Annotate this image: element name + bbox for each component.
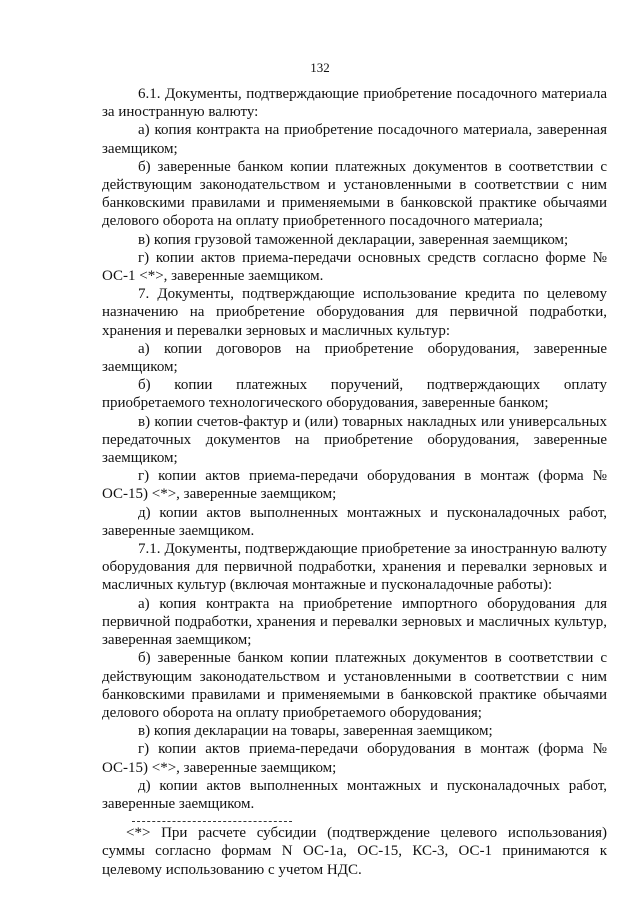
paragraph-7-b: б) копии платежных поручений, подтверждающих оплату приобретаемого технологического оборудования, заверенные банком; xyxy=(102,377,607,412)
paragraph-7-1-b: б) заверенные банком копии платежных документов в соответствии с действующим законодательством и установленными в соответствии с ним банковскими правилами и применяемыми в банковской практике обычаями делового оборота на оплату приобретаемого оборудования; xyxy=(102,650,607,721)
document-body xyxy=(102,85,607,879)
paragraph-7-1-v: в) копия декларации на товары, заверенная заемщиком; xyxy=(138,723,493,740)
paragraph-7-a: а) копии договоров на приобретение оборудования, заверенные заемщиком; xyxy=(102,340,607,376)
footnote-text: <*> При расчете субсидии (подтверждение целевого использования) суммы согласно формам N ОС-1а, ОС-15, КС-3, ОС-1 принимаются к целевому использованию с учетом НДС. xyxy=(102,825,607,878)
paragraph-7-1-d: д) копии актов выполненных монтажных и пусконаладочных работ, заверенные заемщиком. xyxy=(102,777,607,812)
page-number: 132 xyxy=(310,60,330,75)
paragraph-6-1-b: б) заверенные банком копии платежных документов в соответствии с действующим законодательством и установленными в соответствии с ним банковскими правилами и применяемыми в банковской практике обычаями делового оборота на оплату приобретенного посадочного материала; xyxy=(102,158,607,230)
footnote-separator xyxy=(132,821,292,822)
paragraph-7-g: г) копии актов приема-передачи оборудования в монтаж (форма № ОС-15) <*>, заверенные заемщиком; xyxy=(102,468,607,503)
paragraph-7-d: д) копии актов выполненных монтажных и пусконаладочных работ, заверенные заемщиком. xyxy=(102,504,607,539)
paragraph-6-1-g: г) копии актов приема-передачи основных средств согласно форме № ОС-1 <*>, заверенные заемщиком. xyxy=(102,249,607,285)
paragraph-6-1-a: а) копия контракта на приобретение посадочного материала, заверенная заемщиком; xyxy=(102,122,607,157)
paragraph-6-1-heading: 6.1. Документы, подтверждающие приобретение посадочного материала за иностранную валюту: xyxy=(102,86,607,121)
paragraph-7-1-g: г) копии актов приема-передачи оборудования в монтаж (форма № ОС-15) <*>, заверенные заемщиком; xyxy=(102,741,607,776)
paragraph-7-1-heading: 7.1. Документы, подтверждающие приобретение за иностранную валюту оборудования для первичной подработки, хранения и перевалки зерновых и масличных культур (включая монтажные и пусконаладочные работы): xyxy=(102,541,607,594)
paragraph-7-1-a: а) копия контракта на приобретение импортного оборудования для первичной подработки, хранения и перевалки зерновых и масличных культур, заверенная заемщиком; xyxy=(102,595,607,649)
paragraph-7-heading: 7. Документы, подтверждающие использование кредита по целевому назначению на приобретение оборудования для первичной подработки, хранения и перевалки зерновых и масличных культур: xyxy=(102,286,607,339)
footnote xyxy=(102,824,607,879)
paragraph-7-v: в) копии счетов-фактур и (или) товарных накладных или универсальных передаточных документов на приобретение оборудования, заверенные заемщиком; xyxy=(102,413,607,467)
paragraph-6-1-v: в) копия грузовой таможенной декларации, заверенная заемщиком; xyxy=(138,231,569,248)
